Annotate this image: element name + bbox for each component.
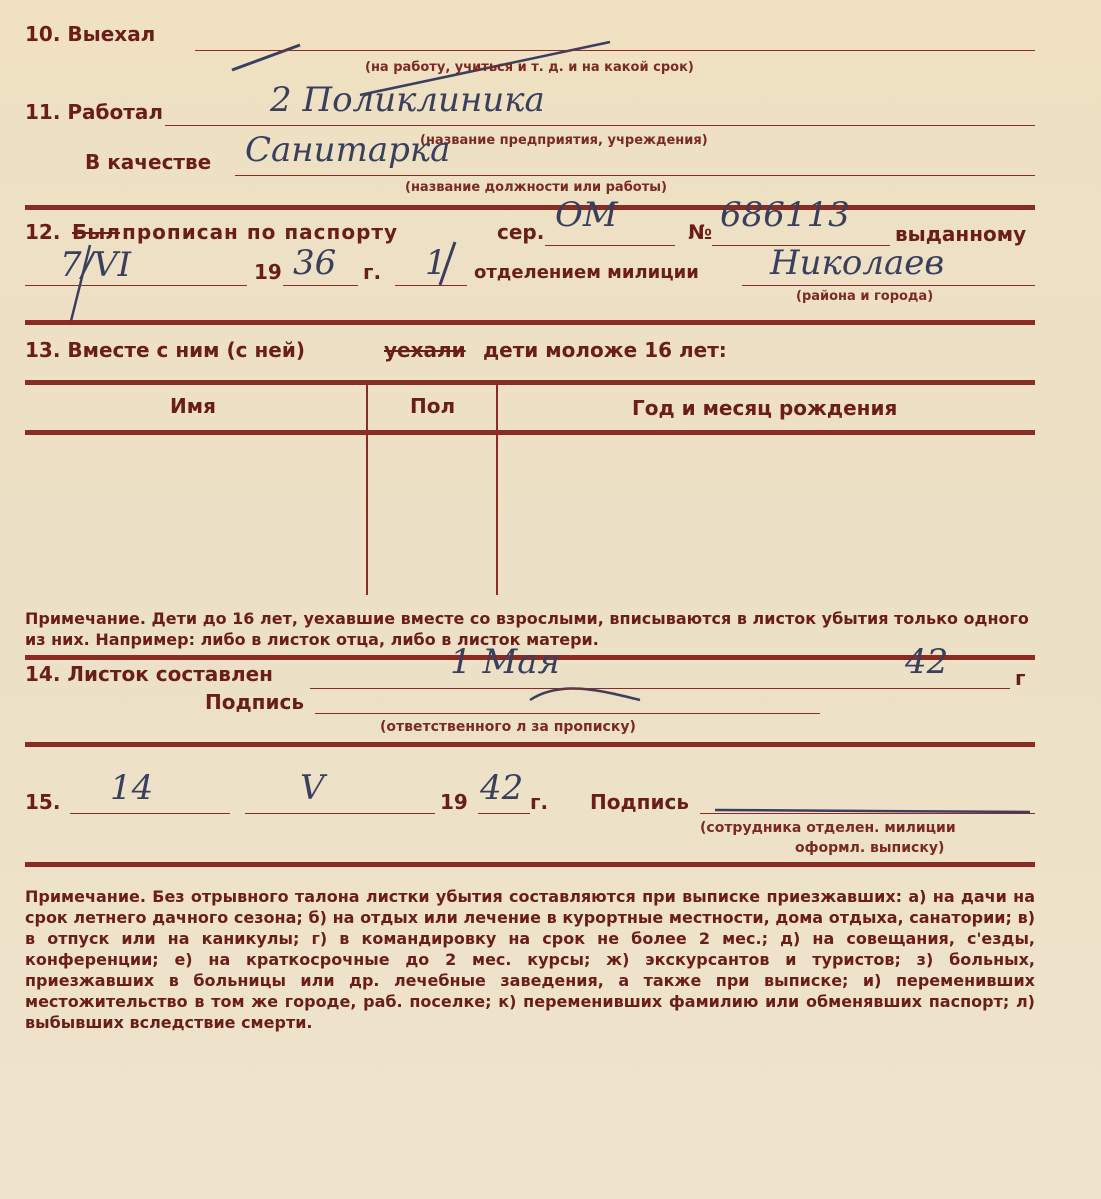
extract-day-handwritten: 14 xyxy=(110,768,154,808)
number-label: № xyxy=(688,220,713,244)
field-10-label: 10. Выехал xyxy=(25,22,156,46)
table-top-rule xyxy=(25,380,1035,385)
position-label: В качестве xyxy=(85,150,212,174)
field-15-label: 15. xyxy=(25,790,61,814)
table-column-divider-2 xyxy=(496,385,498,595)
extract-year-line xyxy=(478,813,530,814)
field-12-label: прописан по паспорту xyxy=(122,220,399,244)
column-sex: Пол xyxy=(410,394,456,418)
field-13-struck-word: уехали xyxy=(384,338,466,362)
field-14-caption: (ответственного л за прописку) xyxy=(380,719,636,735)
field-12-number: 12. xyxy=(25,220,61,244)
series-label: сер. xyxy=(497,220,545,244)
field-15-caption-line2: оформл. выписку) xyxy=(795,840,945,856)
table-column-divider-1 xyxy=(366,385,368,595)
dept-handwritten: 1 xyxy=(425,243,447,283)
compiled-date-handwritten: 1 Мая xyxy=(450,642,561,682)
note-without-stub: Примечание. Без отрывного талона листки убытия составляются при выписке приезжавших: а) на дачи на срок летнего дачного сезона; б) на отдых или лечение в курортные местности, дома отдыха, санатории; в) в отпуск или на каникулы; г) в командировку на срок не более 2 мес.; д) на совещания, с'езды, конференции; е) на краткосрочные до 2 мес. курсы; ж) экскурсантов и туристов; з) больных, приезжавших в больницы или др. лечебные заведения, а также при выписке; и) переменивших местожительство в том же городе, раб. поселке; к) переменивших фамилию или обменявших паспорт; л) выбывших вследствие смерти. xyxy=(25,887,1035,1032)
field-15-caption-line1: (сотрудника отделен. милиции xyxy=(700,820,956,836)
column-name: Имя xyxy=(170,394,216,418)
divider-5 xyxy=(25,862,1035,867)
extract-year-handwritten: 42 xyxy=(480,768,524,808)
field-11-line xyxy=(165,125,1035,126)
extract-day-line xyxy=(70,813,230,814)
field-14-signature-line xyxy=(315,713,820,714)
field-15-year-suffix: г. xyxy=(530,790,549,814)
field-15-signature-line xyxy=(700,813,1035,814)
position-handwritten: Санитарка xyxy=(245,130,451,170)
issue-day-line xyxy=(25,285,247,286)
field-14-line xyxy=(310,688,1010,689)
dept-label: отделением милиции xyxy=(474,262,699,283)
extract-month-line xyxy=(245,813,435,814)
table-header-rule xyxy=(25,430,1035,435)
year-suffix: г. xyxy=(363,260,382,284)
city-caption: (района и города) xyxy=(796,289,934,304)
field-14-signature-label: Подпись xyxy=(205,690,304,714)
dept-line xyxy=(395,285,467,286)
divider-2 xyxy=(25,320,1035,325)
field-15-year-prefix: 19 xyxy=(440,790,468,814)
position-line xyxy=(235,175,1035,176)
field-14-label: 14. Листок составлен xyxy=(25,662,273,686)
divider-4 xyxy=(25,742,1035,747)
field-13-label-start: 13. Вместе с ним (с ней) xyxy=(25,338,305,362)
note-children: Примечание. Дети до 16 лет, уехавшие вместе со взрослыми, вписываются в листок убытия только одного из них. Например: либо в листок отца, либо в листок матери. xyxy=(25,609,1029,649)
issue-year-line xyxy=(283,285,358,286)
field-11-workplace-caption: (название предприятия, учреждения) xyxy=(420,133,708,148)
issued-label: выданному xyxy=(895,222,1027,246)
field-10-caption: (на работу, учиться и т. д. и на какой срок) xyxy=(365,60,694,75)
city-handwritten: Николаев xyxy=(770,243,945,283)
series-handwritten: ОМ xyxy=(555,195,618,235)
field-15-signature-label: Подпись xyxy=(590,790,689,814)
number-handwritten: 686113 xyxy=(720,195,850,235)
field-11-workplace-handwritten: 2 Поликлиника xyxy=(270,80,545,120)
series-line xyxy=(545,245,675,246)
issue-year-handwritten: 36 xyxy=(293,243,337,283)
field-13-label-end: дети моложе 16 лет: xyxy=(483,338,727,362)
field-11-label: 11. Работал xyxy=(25,100,163,124)
compiled-year-handwritten: 42 xyxy=(905,642,949,682)
field-10-line xyxy=(195,50,1035,51)
position-caption: (название должности или работы) xyxy=(405,180,667,195)
field-14-year-suffix: г xyxy=(1015,666,1026,690)
city-line xyxy=(742,285,1035,286)
divider-1 xyxy=(25,205,1035,210)
year-prefix: 19 xyxy=(254,260,282,284)
issue-day-handwritten: 7/VI xyxy=(60,245,132,285)
column-birth: Год и месяц рождения xyxy=(632,396,898,420)
field-12-struck-word: Был xyxy=(72,220,120,244)
extract-month-handwritten: V xyxy=(300,768,325,808)
